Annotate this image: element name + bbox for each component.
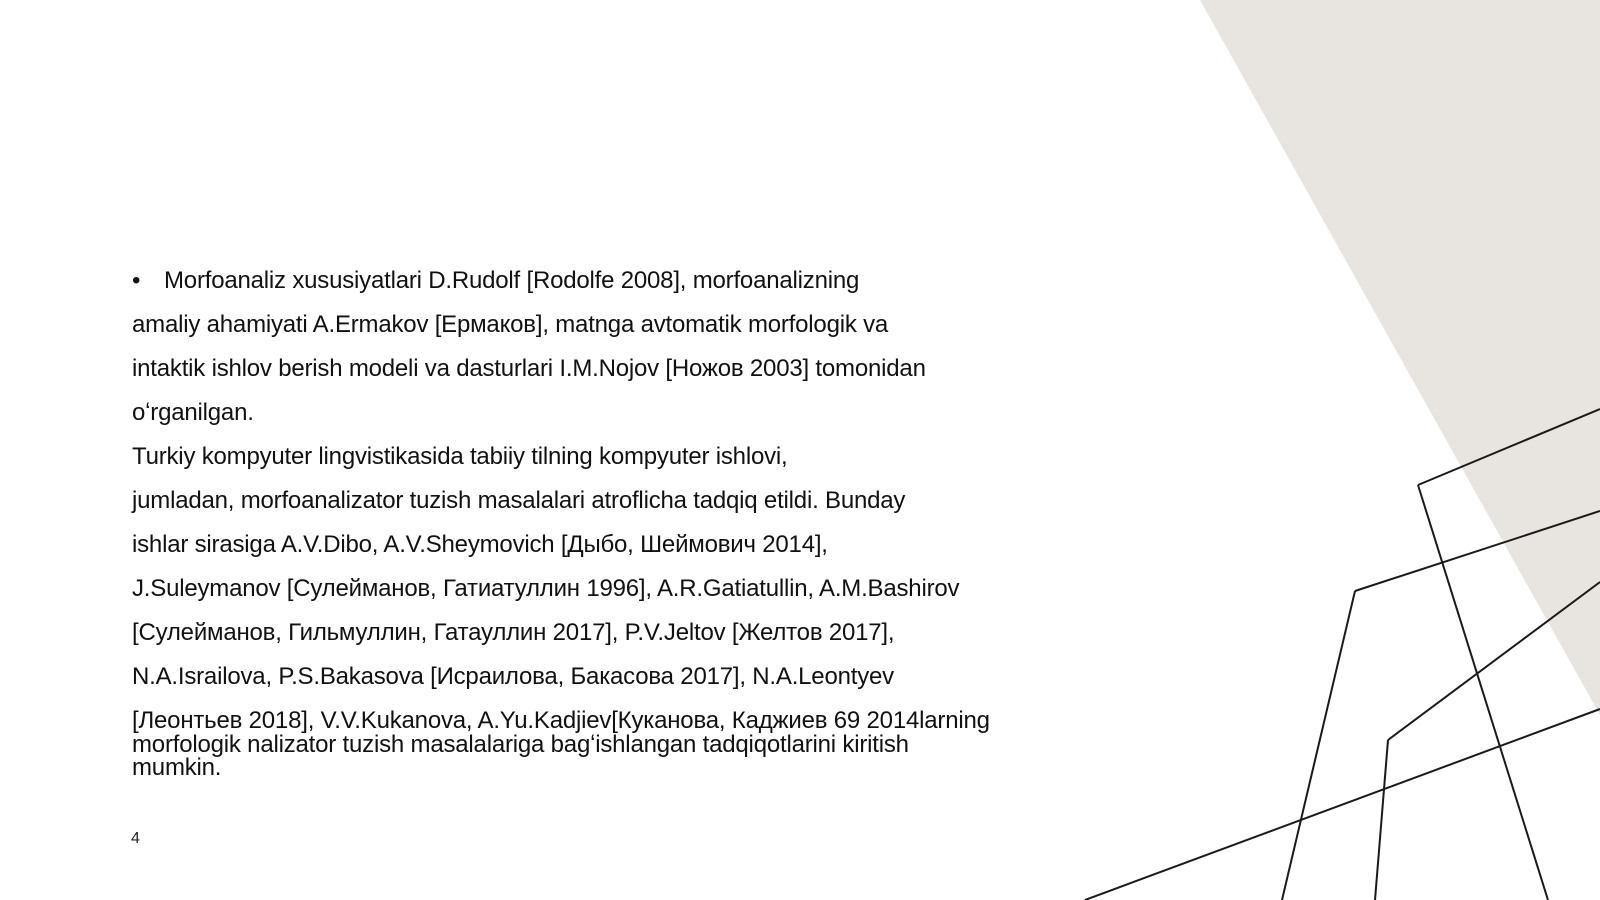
text-line: [Сулейманов, Гильмуллин, Гатауллин 2017], P.V.Jeltov [Желтов 2017], [132, 619, 895, 646]
text-line: J.Suleymanov [Сулейманов, Гатиатуллин 1996], A.R.Gatiatullin, A.M.Bashirov [132, 575, 960, 602]
slide-number: 4 [131, 830, 140, 847]
decor-line [1085, 709, 1600, 900]
text-line: Turkiy kompyuter lingvistikasida tabiiy tilning kompyuter ishlovi, [132, 443, 788, 470]
text-line: • Morfoanaliz xususiyatlari D.Rudolf [Rodolfe 2008], morfoanalizning [132, 259, 1082, 303]
decor-line [1282, 591, 1355, 900]
text-line: N.A.Israilova, P.S.Bakasova [Исраилова, Бакасова 2017], N.A.Leontyev [132, 663, 894, 690]
text-line: jumladan, morfoanalizator tuzish masalalari atroflicha tadqiq etildi. Bunday [132, 487, 906, 514]
text-line: [Леонтьев 2018], V.V.Kukanova, A.Yu.Kadjiev[Куканова, Каджиев 69 2014larning [132, 707, 990, 734]
grey-accent-shape [1200, 0, 1600, 715]
body-text [132, 259, 1082, 780]
decor-line [1375, 740, 1388, 900]
text-line: morfologik nalizator tuzish masalalariga bagʻishlangan tadqiqotlarini kiritish [132, 730, 909, 758]
text-line: ishlar sirasiga A.V.Dibo, A.V.Sheymovich [Дыбо, Шеймович 2014], [132, 531, 828, 558]
text-line: amaliy ahamiyati A.Ermakov [Ермаков], matnga avtomatik morfologik va [132, 311, 889, 338]
bullet-point: • [132, 267, 141, 294]
decor-line [1388, 582, 1600, 740]
text-line: mumkin. [132, 754, 222, 781]
text-line: oʻrganilgan. [132, 399, 254, 426]
text-line: intaktik ishlov berish modeli va dasturlari I.M.Nojov [Ножов 2003] tomonidan [132, 355, 926, 382]
